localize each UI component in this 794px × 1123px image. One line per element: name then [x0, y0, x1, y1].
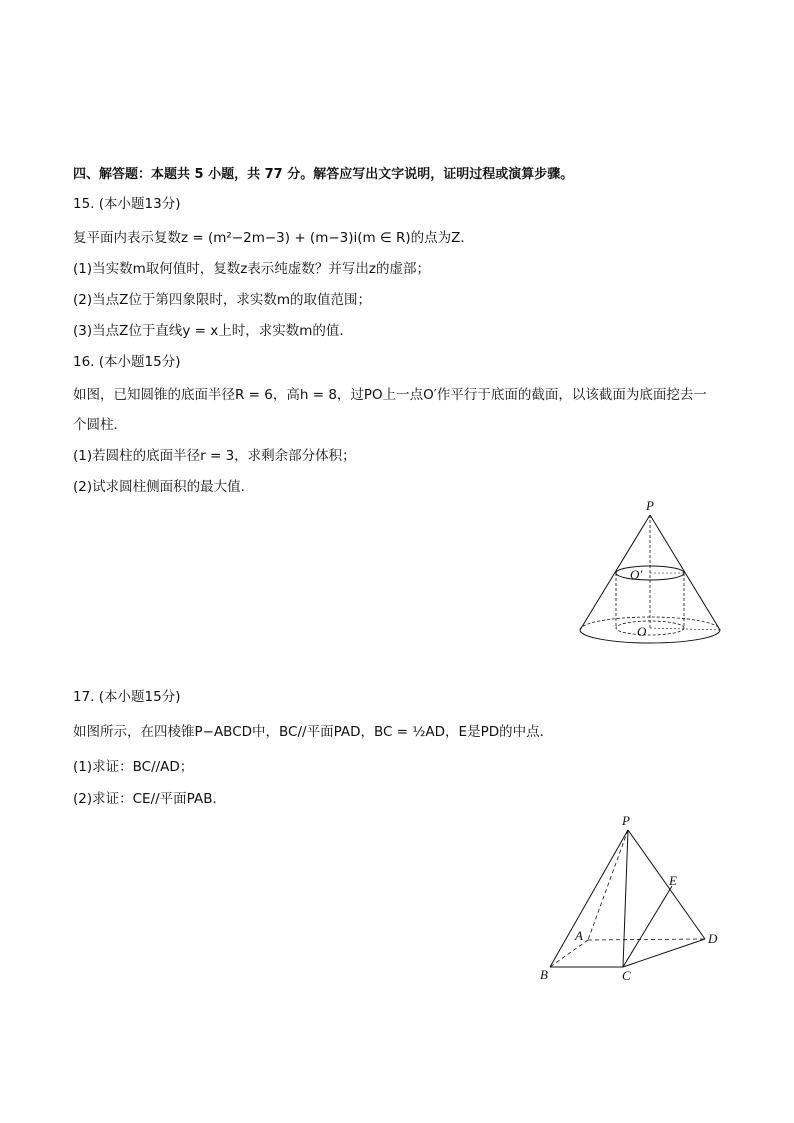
cone-base-front	[580, 630, 720, 643]
edge-ad	[588, 939, 705, 940]
label-o: O	[637, 624, 647, 639]
edge-ab	[550, 940, 588, 967]
segment-ce	[623, 886, 672, 967]
label-e: E	[669, 873, 677, 888]
q17-part2: (2)求证：CE//平面PAB．	[73, 791, 226, 807]
edge-cd	[623, 939, 705, 967]
label-p: P	[646, 498, 654, 513]
edge-pb	[550, 830, 628, 967]
q15-part3: (3)当点Z位于直线y = x上时，求实数m的值．	[73, 323, 353, 339]
pyramid-figure	[530, 810, 730, 985]
label-a: A	[575, 928, 583, 943]
section-title: 四、解答题：本题共 5 小题，共 77 分。解答应写出文字说明，证明过程或演算步骤。	[73, 167, 574, 182]
edge-pc	[623, 830, 628, 967]
cone-right-edge	[650, 515, 720, 630]
q15-part1: (1)当实数m取何值时，复数z表示纯虚数？并写出z的虚部；	[73, 261, 430, 277]
q16-header: 16. (本小题15分)	[73, 354, 181, 370]
q15-header: 15. (本小题13分)	[73, 196, 181, 212]
q17-part1: (1)求证：BC//AD；	[73, 759, 194, 775]
cone-cylinder-figure	[570, 495, 730, 660]
label-c: C	[622, 968, 631, 983]
q17-header: 17. (本小题15分)	[73, 689, 181, 705]
label-d: D	[708, 931, 718, 946]
edge-pd	[628, 830, 705, 939]
q15-stem: 复平面内表示复数z = (m²−2m−3) + (m−3)i(m ∈ R)的点为Z．	[73, 230, 474, 246]
q15-part2: (2)当点Z位于第四象限时，求实数m的取值范围；	[73, 292, 372, 308]
edge-pa	[588, 830, 628, 940]
q17-stem: 如图所示，在四棱锥P−ABCD中，BC//平面PAD，BC = ½AD，E是PD的中点．	[73, 724, 554, 740]
label-b: B	[540, 967, 548, 982]
q16-part1: (1)若圆柱的底面半径r = 3，求剩余部分体积；	[73, 448, 356, 464]
q16-part2: (2)试求圆柱侧面积的最大值．	[73, 479, 255, 495]
label-o-prime: O′	[630, 567, 643, 582]
label-p: P	[622, 813, 630, 828]
q16-stem-line1: 如图，已知圆锥的底面半径R = 6，高h = 8，过PO上一点O′作平行于底面的截面，以该截面为底面挖去一	[73, 387, 707, 403]
q16-stem-line2: 个圆柱．	[73, 417, 127, 433]
base-radius	[650, 628, 720, 630]
